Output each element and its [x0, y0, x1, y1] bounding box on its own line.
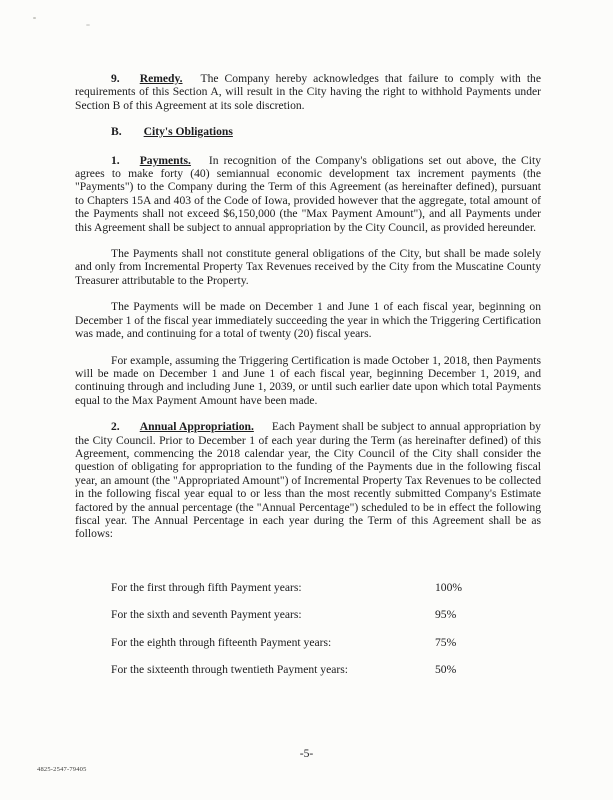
- schedule-row: [75, 581, 541, 594]
- schedule-value: 75%: [435, 635, 457, 649]
- schedule-value: 95%: [435, 608, 457, 622]
- paragraph-text: Each Payment shall be subject to annual appropriation by the City Council. Prior to December 1 of each year during the Term (as hereinafter defined) of this Agreement, commencing the 2018 calendar year, the City Council of the City shall consider the question of obligating for appropriation to the funding of the Payments due in the following fiscal year, an amount (the "Appropriated Amount") of Incremental Property Tax Revenues to be collected in the following fiscal year equal to or less than the most recently submitted Company's Estimate factored by the annual percentage (the "Annual Percentage") scheduled to be in effect the following fiscal year. The Annual Percentage in each year during the Term of this Agreement shall be as follows:: [75, 420, 541, 541]
- schedule-label: For the first through fifth Payment years:: [111, 580, 302, 594]
- schedule-value: 50%: [435, 663, 457, 676]
- paragraph-heading: Annual Appropriation.: [139, 420, 254, 434]
- document-id: 4825-2547-79405: [37, 766, 87, 773]
- schedule-row: [75, 636, 541, 649]
- document-content: [75, 72, 541, 690]
- paragraph-number: 9.: [111, 72, 120, 85]
- paragraph-payment-dates: The Payments will be made on December 1 and June 1 of each fiscal year, beginning on December 1 of the fiscal year immediately succeeding the year in which the Triggering Certification was made, and continuing for a total of twenty (20) fiscal years.: [75, 300, 541, 341]
- section-b-heading: [75, 125, 541, 138]
- paragraph-heading: Remedy.: [139, 72, 183, 85]
- schedule-label: For the sixteenth through twentieth Payment years:: [111, 663, 348, 676]
- paragraph-heading: Payments.: [139, 153, 191, 167]
- schedule-label: For the sixth and seventh Payment years:: [111, 608, 302, 622]
- schedule-row: [75, 663, 541, 676]
- scan-artifact: [33, 17, 36, 19]
- paragraph-number: 1.: [111, 153, 120, 167]
- scan-artifact: [86, 24, 90, 26]
- schedule-label: For the eighth through fifteenth Payment years:: [111, 635, 332, 649]
- paragraph-example: For example, assuming the Triggering Certification is made October 1, 2018, then Payments will be made on December 1 and June 1 of each fiscal year, beginning December 1, 2019, and continuing through and including June 1, 2039, or until such earlier date upon which total Payments equal to the Max Payment Amount have been made.: [75, 353, 541, 407]
- paragraph-text: The Company hereby acknowledges that failure to comply with the requirements of this Section A, will result in the City having the right to withhold Payments under Section B of this Agreement at its sole discretion.: [75, 72, 541, 112]
- section-title: City's Obligations: [143, 125, 233, 139]
- annual-percentage-schedule: [75, 581, 541, 677]
- paragraph-general-obligations: The Payments shall not constitute general obligations of the City, but shall be made solely and only from Incremental Property Tax Revenues received by the City from the Muscatine County Treasurer attributable to the Property.: [75, 247, 541, 287]
- paragraph-number: 2.: [111, 420, 120, 434]
- schedule-row: [75, 608, 541, 621]
- section-letter: B.: [111, 125, 122, 139]
- schedule-value: 100%: [435, 580, 463, 594]
- paragraph-remedy: [75, 72, 541, 112]
- paragraph-text: In recognition of the Company's obligations set out above, the City agrees to make forty (40) semiannual economic development tax increment payments (the "Payments") to the Company during the Term of this Agreement (as hereinafter defined), pursuant to Chapters 15A and 403 of the Code of Iowa, provided however that the aggregate, total amount of the Payments shall not exceed $6,150,000 (the "Max Payment Amount"), and all Payments under this Agreement shall be subject to annual appropriation by the City Council, as provided hereunder.: [75, 153, 541, 234]
- paragraph-payments: [75, 154, 541, 234]
- page-number: -5-: [299, 747, 314, 760]
- paragraph-annual-appropriation: [75, 420, 541, 541]
